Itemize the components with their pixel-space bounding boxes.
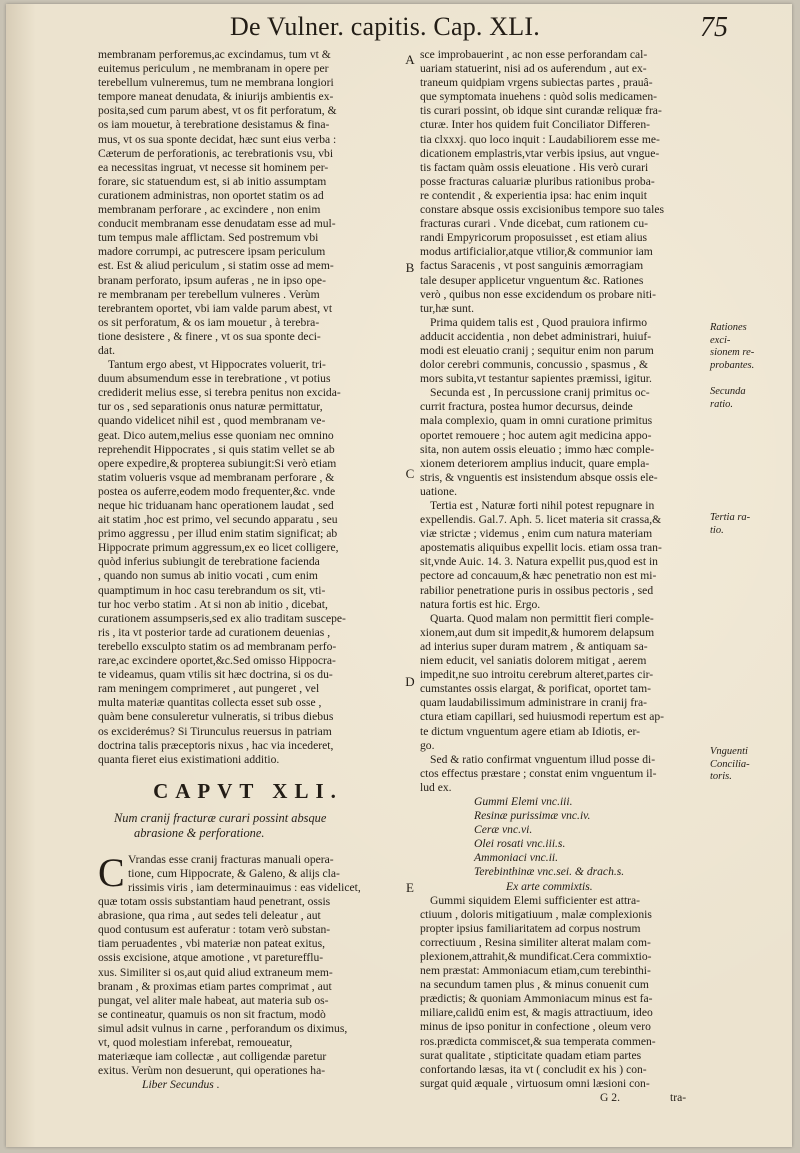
text-line: Sed & ratio confirmat vnguentum illud posse di-	[430, 752, 656, 766]
text-line: doctrina talis præceptoris nixus , hac via incederet,	[98, 738, 334, 752]
recipe-line: Ammoniaci vnc.ii.	[474, 851, 559, 865]
text-line: fracturas curari . Vnde dicebat, cum rationem cu-	[420, 217, 649, 231]
text-line: Gummi siquidem Elemi sufficienter est attra-	[430, 893, 641, 907]
marginal-note-tertia	[710, 512, 790, 537]
text-line: factus Saracenis , vt post sanguinis æmorragiam	[420, 259, 644, 273]
marginal-note-rationes	[710, 322, 790, 372]
recipe-block	[420, 795, 708, 894]
signature-mark: G 2.	[600, 1090, 620, 1104]
text-line: Quarta. Quod malam non permittit fieri comple-	[430, 611, 654, 625]
text-line: expellendis. Gal.7. Aph. 5. licet materia sit crassa,&	[420, 513, 662, 527]
text-line: madore corrumpi, ac putrescere ipsam periculum	[98, 245, 326, 259]
text-line: niem educit, vel saniatis dolorem mitigat , aerem	[420, 654, 647, 668]
text-line: euitemus periculum , ne membranam in opere per	[98, 62, 329, 76]
text-line: forare, sic statuendum est, si ab initio assumptam	[98, 174, 327, 188]
text-line: surat qualitate , stipticitate quadam etiam partes	[420, 1048, 642, 1062]
text-line: tum tempus male afflictam. Sed postremum vbi	[98, 231, 319, 245]
text-line: quamptimum in hoc casu terebrandum os sit, vti-	[98, 583, 326, 597]
text-line: statim volueris vsque ad membranam perforare , &	[98, 470, 335, 484]
drop-capital: C	[98, 849, 125, 895]
text-line: tione desistere , & finere , vt os sua sponte deci-	[98, 329, 321, 343]
recipe-line: Resinæ purissimæ vnc.iv.	[474, 809, 591, 823]
text-line: minus de ipso ponitur in confectione , oleum vero	[420, 1020, 651, 1034]
text-line: dolor cerebri communis, concussio , spasmus , &	[420, 358, 648, 372]
text-line: currit fractura, postea humor decursus, deinde	[420, 400, 633, 414]
text-line: miliare,calidū enim est, & magis attractiuum, ideo	[420, 1006, 653, 1020]
text-line: membranam perforemus,ac excindamus, tum vt &	[98, 48, 331, 61]
text-line: na secundum tamen plus , & minus conuenit cum	[420, 978, 649, 992]
text-line: posita,sed cum parum abest, vt os fit perforatum, &	[98, 104, 337, 118]
text-line: go.	[420, 738, 435, 752]
text-line: confortando læsas, ita vt ( concludit ex his ) con-	[420, 1062, 647, 1076]
text-line: abrasione, qua rima , aut sedes teli deleatur , aut	[98, 909, 321, 923]
text-line: sce improbauerint , ac non esse perforandam cal-	[420, 48, 648, 61]
running-title: De Vulner. capitis. Cap. XLI.	[230, 12, 540, 41]
text-line: tur,hæ sunt.	[420, 301, 474, 315]
text-line: re contendit , & experientia ipsa: hac enim inquit	[420, 188, 647, 202]
text-line: curationem assumpseris,sed ex alio traditam suscepe-	[98, 611, 346, 625]
text-line: quando videlicet nihil est , quod membranam ve-	[98, 414, 326, 428]
text-line: tis curari possint, ob idque sint curandæ reliquæ fra-	[420, 104, 662, 118]
left-paragraph-2	[98, 358, 398, 767]
text-line: Prima quidem talis est , Quod prauiora infirmo	[430, 315, 648, 329]
page-header	[6, 4, 792, 48]
recipe-line: Ex arte commixtis.	[506, 879, 593, 893]
text-line: tur os , sed separationis onus naturæ permittatur,	[98, 400, 323, 414]
text-line: opere expedire,& propterea subiungit:Si verò etiam	[98, 456, 337, 470]
text-line: pungat, vel aliter male habeat, aut materia sub os-	[98, 993, 329, 1007]
marginal-line: tio.	[710, 524, 724, 536]
text-line: pectore ad concauum,& hæc penetratio non est mi-	[420, 569, 657, 583]
text-line: sita, non autem ossis eleuatio ; immo hæc comple-	[420, 442, 655, 456]
text-line: branam , & proximas etiam partes comprimat , aut	[98, 979, 332, 993]
text-line: prædictis; & quoniam Ammoniacum minus est fa-	[420, 992, 653, 1006]
text-line: plexionem,attrahit,& mundificat.Cera commixtio-	[420, 950, 652, 963]
text-line: ctos effectus præstare ; constat enim vnguentum il-	[420, 766, 657, 780]
text-line: ctiuum , doloris mitigatiuum , malæ complexionis	[420, 907, 652, 921]
text-line: quod contusum est auferatur : totam verò substan-	[98, 923, 331, 937]
text-line: ctura etiam capillari, sed huiusmodi repertum est ap-	[420, 710, 665, 724]
text-line: mus, vt os sua sponte decidat, hæc sunt eius verba :	[98, 132, 337, 146]
text-line: reprehendit Hippocrates , si quis statim vellet se ab	[98, 442, 335, 456]
text-line: quæ totam ossis substantiam haud penetrant, ossis	[98, 895, 331, 909]
text-line: neque hic triduanam hanc operationem laudat , sed	[98, 499, 334, 512]
text-line: viæ strictæ ; videmus , enim cum natura materiam	[420, 527, 653, 541]
text-line: terebello exsculpto statim os ad membranam perfo-	[98, 639, 337, 653]
text-line: propter ipsius familiaritatem ad corpus nostrum	[420, 921, 641, 935]
text-line: mors subita,vt testantur sapientes præmissi, igitur.	[420, 372, 652, 386]
section-letter-b: B	[405, 260, 415, 275]
marginal-line: exci-	[710, 334, 731, 346]
text-line: Tertia est , Naturæ forti nihil potest repugnare in	[430, 499, 655, 512]
right-paragraph-2	[420, 316, 708, 795]
text-line: uariam statuerint, nisi ad os auferendum , aut ex-	[420, 62, 647, 76]
text-line: mala complexio, quam in omni curatione primitus	[420, 414, 653, 428]
text-line: modi est eleuatio cranij ; sequitur enim non parum	[420, 343, 654, 357]
marginal-line: Tertia ra-	[710, 512, 751, 523]
page-footer	[420, 1091, 708, 1105]
text-line: modus artificialior,atque vtilior,& communior iam	[420, 245, 653, 259]
text-line: adducit accidentia , non debet administrari, huiuf-	[420, 329, 652, 343]
text-line: tiam peruadentes , vbi materiæ non pateat exitus,	[98, 937, 325, 951]
right-paragraph-3	[420, 894, 708, 1091]
text-line: rissimis viris , iam determinauimus : eas videlicet,	[128, 880, 361, 894]
text-line: terebrantem oportet, vbi iam valde parum abest, vt	[98, 301, 333, 315]
recipe-line: Ceræ vnc.vi.	[474, 823, 533, 837]
text-line: , quando non sumus ab initio vocati , cum enim	[98, 569, 318, 583]
text-line: randi Empyricorum proposuisset , est etiam alius	[420, 231, 648, 245]
text-line: os exciderémus? Si Tirunculus reuersus in patriam	[98, 724, 332, 738]
text-line: que symptomata inuehens : quòd solis medicamen-	[420, 90, 657, 104]
recipe-line: Gummi Elemi vnc.iii.	[474, 794, 573, 808]
text-line: os iam mouetur, à terebratione desistamus & fina-	[98, 118, 330, 132]
text-line: ea necessitas ingruat, vt necesse sit hominem per-	[98, 160, 329, 174]
section-letter-a: A	[405, 52, 415, 67]
catchword: tra-	[670, 1090, 687, 1104]
spacer	[98, 841, 398, 853]
text-line: dicationem emplastris,vtar verbis ipsius, aut vngue-	[420, 146, 660, 160]
text-line: te videamus, quam vtilis sit hæc doctrina, si os du-	[98, 668, 333, 682]
recipe-line: Terebinthinæ vnc.sei. & drach.s.	[474, 865, 625, 879]
text-line: tia clxxxj. quo loco inquit : Laudabiliorem esse me-	[420, 132, 660, 146]
text-line: ad interius super duram matrem , & antiquam sa-	[420, 639, 648, 653]
text-line: multa materiæ quantitas collecta esset sub osse ,	[98, 696, 322, 710]
text-line: primo aggressu , per illud enim statim significat; ab	[98, 527, 338, 541]
text-line: conducit membranam esse denudatam esse ad mul-	[98, 217, 336, 231]
section-letter-d: D	[405, 674, 415, 689]
section-letter-e: E	[406, 880, 414, 895]
text-line: tur hoc verbo statim . At si non ab initio , dicebat,	[98, 597, 328, 611]
signature-line: Liber Secundus .	[142, 1078, 220, 1092]
left-column	[98, 48, 398, 1092]
text-line: ait statim ,hoc est primo, vel secundo apparatu , seu	[98, 513, 338, 527]
text-line: membranam perforare , ac excindere , non enim	[98, 203, 321, 217]
marginal-line: Rationes	[710, 322, 747, 333]
text-line: quàm bene consuleretur vulneratis, si tribus diebus	[98, 710, 334, 724]
marginal-note-secunda	[710, 386, 790, 411]
text-line: dat.	[98, 343, 116, 357]
text-line: impedit,ne suo introitu cerebrum alteret,partes cir-	[420, 668, 654, 682]
text-line: duum absumendum esse in terebratione , vt potius	[98, 372, 331, 386]
text-line: quòd inferius subiungit de terebratione facienda	[98, 555, 320, 569]
text-line: apostematis aliquibus expellit locis. etiam ossa tran-	[420, 541, 662, 555]
text-line: lud ex.	[420, 780, 452, 794]
text-line: curationem administras, non oportet statim os ad	[98, 188, 324, 202]
text-line: crediderit melius esse, si terebra penitus non excida-	[98, 386, 341, 400]
text-line: se contineatur, quamuis os non sit fractum, modò	[98, 1007, 326, 1021]
text-line: quanta fieret eius existimationi additio.	[98, 752, 280, 766]
text-line: postea os auferre,eodem modo frequenter,&c. vnde	[98, 484, 336, 498]
text-line: ros.prædicta commiscet,& sua temperata commen-	[420, 1034, 656, 1048]
text-line: te dictum vnguentum agere etiam ab Idiotis, er-	[420, 724, 640, 738]
text-line: Hippocrate primum aggressum,ex eo licet colligere,	[98, 541, 339, 555]
marginal-line: Concilia-	[710, 758, 750, 770]
text-line: nem præstat: Ammoniacum etiam,cum terebinthi-	[420, 964, 651, 978]
text-line: terebellum vulneremus, tum ne membrana longiori	[98, 76, 334, 90]
recipe-line: Olei rosati vnc.iii.s.	[474, 837, 566, 851]
text-line: rabilior penetratione puris in ossibus pectoris , sed	[420, 583, 654, 597]
text-line: re membranam per terebellum vulneres . Verùm	[98, 287, 320, 301]
marginal-note-vnguenti	[710, 746, 790, 784]
marginal-line: ratio.	[710, 398, 734, 410]
marginal-line: Secunda	[710, 386, 746, 397]
text-line: os sit perforatum, & os iam mouetur , à terebra-	[98, 315, 320, 329]
text-line: posse fracturas caluariæ pluribus rationibus proba-	[420, 174, 655, 188]
text-line: rare,ac excindere oportet,&c.Sed omisso Hippocra-	[98, 654, 336, 668]
marginal-line: toris.	[710, 771, 732, 782]
text-line: tale desuper applicetur vnguentum &c. Rationes	[420, 273, 644, 287]
book-page	[6, 4, 792, 1147]
text-line: simul adsit vulnus in carne , perforandum os diximus,	[98, 1021, 348, 1035]
chapter-heading: CAPVT XLI.	[153, 778, 343, 803]
section-letter-c: C	[405, 466, 415, 481]
text-line: verò , quibus non esse excidendum os probare niti-	[420, 287, 657, 301]
text-line: quam laudabilissimum administrare in cranij fra-	[420, 696, 647, 710]
text-line: cumstantes ossis elargat, & porificat, oportet tam-	[420, 682, 651, 696]
text-line: cturæ. Inter hos quidem fuit Conciliator Differen-	[420, 118, 650, 132]
folio-number: 75	[700, 12, 728, 43]
marginal-line: Vnguenti	[710, 746, 748, 757]
text-line: Secunda est , In percussione cranij primitus oc-	[430, 386, 650, 400]
marginal-line: probantes.	[710, 359, 755, 371]
chapter-title-line: abrasione & perforatione.	[134, 825, 265, 840]
text-line: stris, & vnguentis est insistendum absque ossis ele-	[420, 470, 658, 484]
marginal-line: sionem re-	[710, 347, 755, 358]
left-paragraph-1	[98, 48, 398, 358]
text-line: correctiuum , Resina similiter alterat malam com-	[420, 935, 651, 949]
text-line: natura fortis est hic. Ergo.	[420, 597, 541, 611]
text-line: ram meningem comprimeret , aut pungeret , vel	[98, 682, 320, 696]
text-line: xionem deteriorem amplius inducit, quare empla-	[420, 456, 650, 470]
text-line: sit,vnde Auic. 14. 3. Natura expellit pus,quod est in	[420, 555, 658, 569]
text-line: geat. Dico autem,melius esse quoniam nec omnino	[98, 428, 334, 442]
text-line: surgat quid æquale , virtuosum omni læsioni con-	[420, 1076, 650, 1090]
text-line: constare absque ossis excisionibus tempore suo tales	[420, 203, 665, 217]
left-paragraph-3	[98, 849, 398, 1093]
right-paragraph-1	[420, 48, 708, 316]
text-line: est. Est & aliud periculum , si statim osse ad mem-	[98, 259, 334, 273]
text-line: uatione.	[420, 484, 458, 498]
text-line: ris , ita vt posterior tarde ad curationem deuenias ,	[98, 625, 331, 639]
text-line: tempore maneat denudata, & iniurijs ambientis ex-	[98, 90, 334, 104]
text-line: ossis excisione, atque amotione , vt pareturefflu-	[98, 951, 324, 965]
right-column	[420, 48, 708, 1105]
text-line: Tantum ergo abest, vt Hippocrates voluerit, tri-	[108, 358, 326, 372]
text-line: branam perforato, ipsum auferas , ne in ipso ope-	[98, 273, 326, 287]
text-line: oportet remouere ; hoc autem agit medicina appo-	[420, 428, 652, 442]
text-line: traneum quidpiam vrgens subiectas partes , prauâ-	[420, 76, 653, 90]
text-line: tis factam quàm ossis eleuatione . His verò curari	[420, 160, 649, 174]
text-line: materiæque iam collectæ , aut colligendæ paretur	[98, 1050, 327, 1064]
text-line: xionem,aut dum sit impedit,& humorem delapsum	[420, 625, 655, 639]
text-line: exitus. Verùm non desuerunt, qui operationes ha-	[98, 1064, 326, 1078]
chapter-title-line: Num cranij fracturæ curari possint absque	[114, 810, 327, 825]
text-line: xus. Similiter si os,aut quid aliud extraneum mem-	[98, 965, 333, 979]
text-line: tione, cum Hippocrate, & Galeno, & alijs cla-	[128, 866, 340, 880]
text-line: Vrandas esse cranij fracturas manuali opera-	[128, 852, 334, 866]
text-line: vt, quod molestiam inferebat, remoueatur,	[98, 1036, 293, 1049]
text-line: Cæterum de perforationis, ac terebrationis vsu, vbi	[98, 146, 334, 160]
